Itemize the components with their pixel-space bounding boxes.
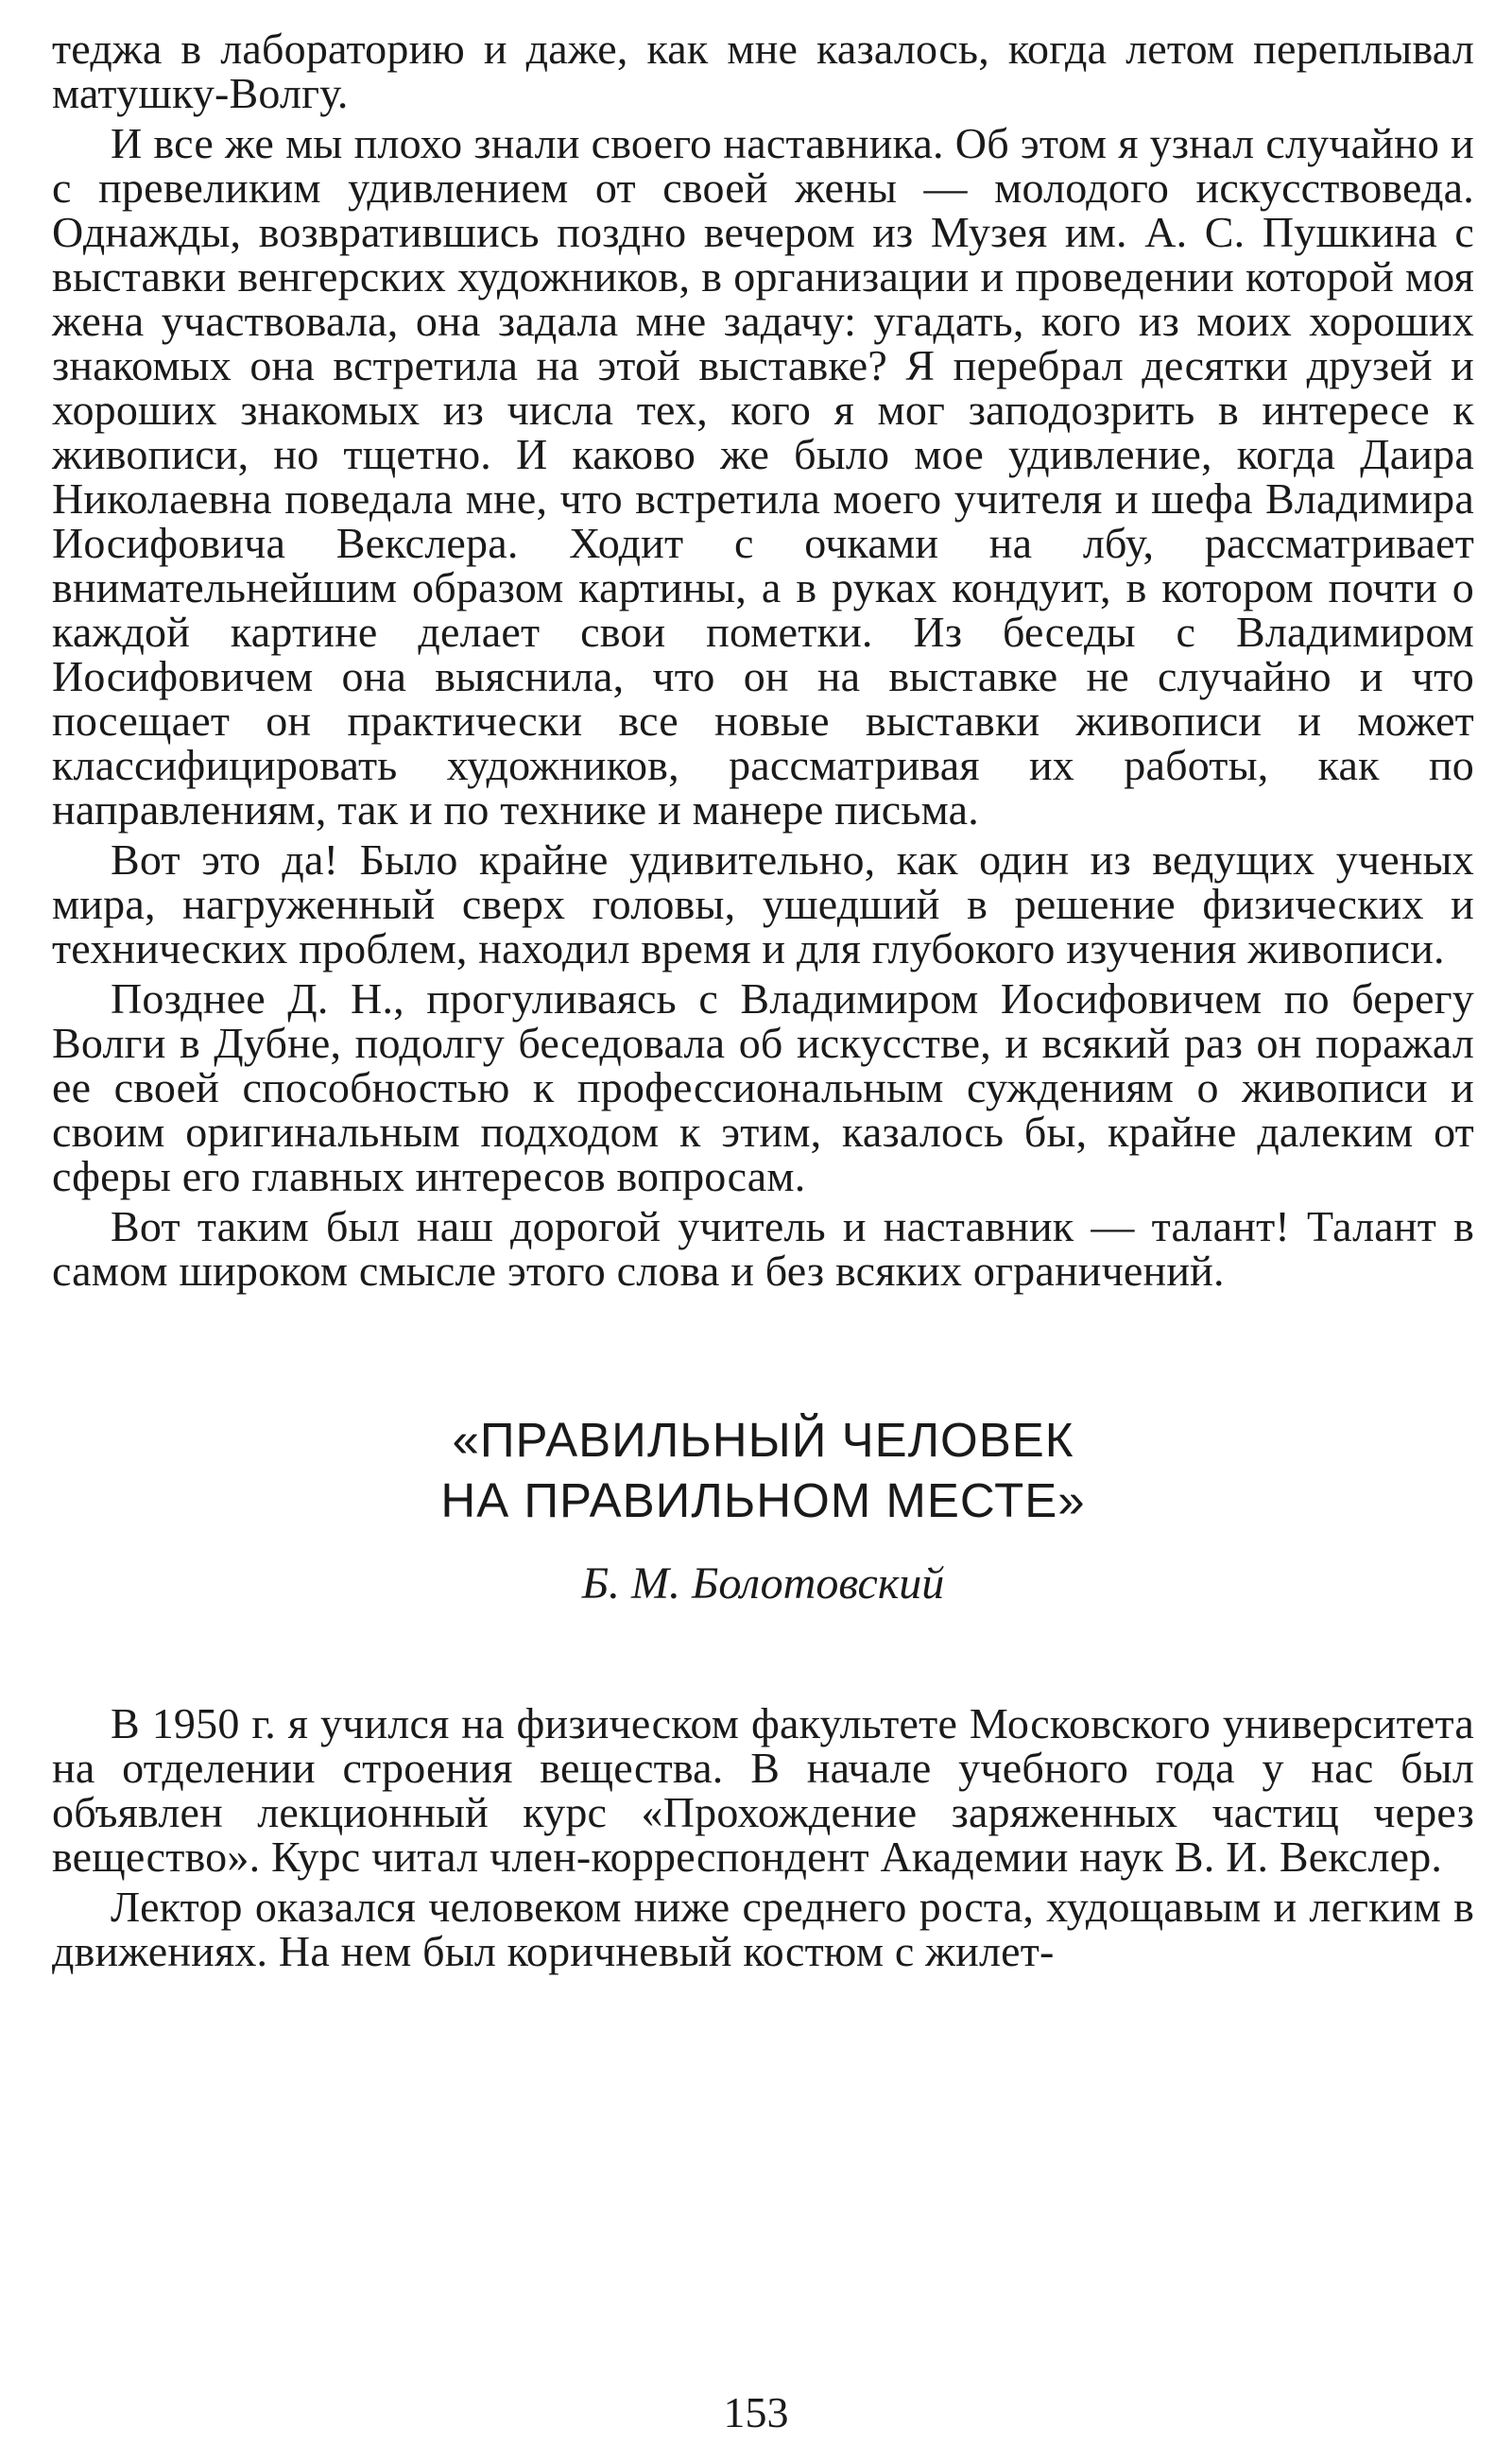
- section-gap: [52, 1299, 1474, 1410]
- chapter-title-line-1: «ПРАВИЛЬНЫЙ ЧЕЛОВЕК: [452, 1413, 1074, 1467]
- page-body: [52, 26, 1474, 1979]
- chapter-title: [52, 1410, 1474, 1531]
- paragraph: В 1950 г. я учился на физическом факультете Московского университета на отделении строения вещества. В начале учебного года у нас был объявлен лекционный курс «Прохождение заряженных частиц через вещество». Курс читал член-корреспондент Академии наук В. И. Векслер.: [52, 1699, 1474, 1881]
- chapter-author: Б. М. Болотовский: [581, 1558, 945, 1609]
- paragraph-continuation: теджа в лабораторию и даже, как мне казалось, когда летом переплывал матушку-Волгу.: [52, 25, 1474, 117]
- paragraph: Лектор оказался человеком ниже среднего роста, худощавым и легким в движениях. На нем был коричневый костюм с жилет-: [52, 1883, 1474, 1975]
- chapter-title-line-2: НА ПРАВИЛЬНОМ МЕСТЕ»: [440, 1473, 1086, 1527]
- page-number: 153: [723, 2388, 789, 2436]
- section-gap: [52, 1610, 1474, 1701]
- paragraph: И все же мы плохо знали своего наставника. Об этом я узнал случайно и с превеликим удивлением от своей жены — молодого искусствоведа. Однажды, возвратившись поздно вечером из Музея им. А. С. Пушкина с выставки венгерских художников, в организации и проведении которой моя жена участвовала, она задала мне задачу: угадать, кого из моих хороших знакомых она встретила на этой выставке? Я перебрал десятки друзей и хороших знакомых из числа тех, кого я мог заподозрить в интересе к живописи, но тщетно. И каково же было мое удивление, когда Даира Николаевна поведала мне, что встретила моего учителя и шефа Владимира Иосифовича Векслера. Ходит с очками на лбу, рассматривает внимательнейшим образом картины, а в руках кондуит, в котором почти о каждой картине делает свои пометки. Из беседы с Владимиром Иосифовичем она выяснила, что он на выставке не случайно и что посещает он практически все новые выставки живописи и может классифицировать художников, рассматривая их работы, как по направлениям, так и по технике и манере письма.: [52, 119, 1474, 834]
- paragraph: Вот таким был наш дорогой учитель и наставник — талант! Талант в самом широком смысле этого слова и без всяких ограничений.: [52, 1202, 1474, 1295]
- paragraph: Позднее Д. Н., прогуливаясь с Владимиром Иосифовичем по берегу Волги в Дубне, подолгу беседовала об искусстве, и всякий раз он поражал ее своей способностью к профессиональным суждениям о живописи и своим оригинальным подходом к этим, казалось бы, крайне далеким от сферы его главных интересов вопросам.: [52, 974, 1474, 1200]
- paragraph: Вот это да! Было крайне удивительно, как один из ведущих ученых мира, нагруженный сверх головы, ушедший в решение физических и технических проблем, находил время и для глубокого изучения живописи.: [52, 835, 1474, 972]
